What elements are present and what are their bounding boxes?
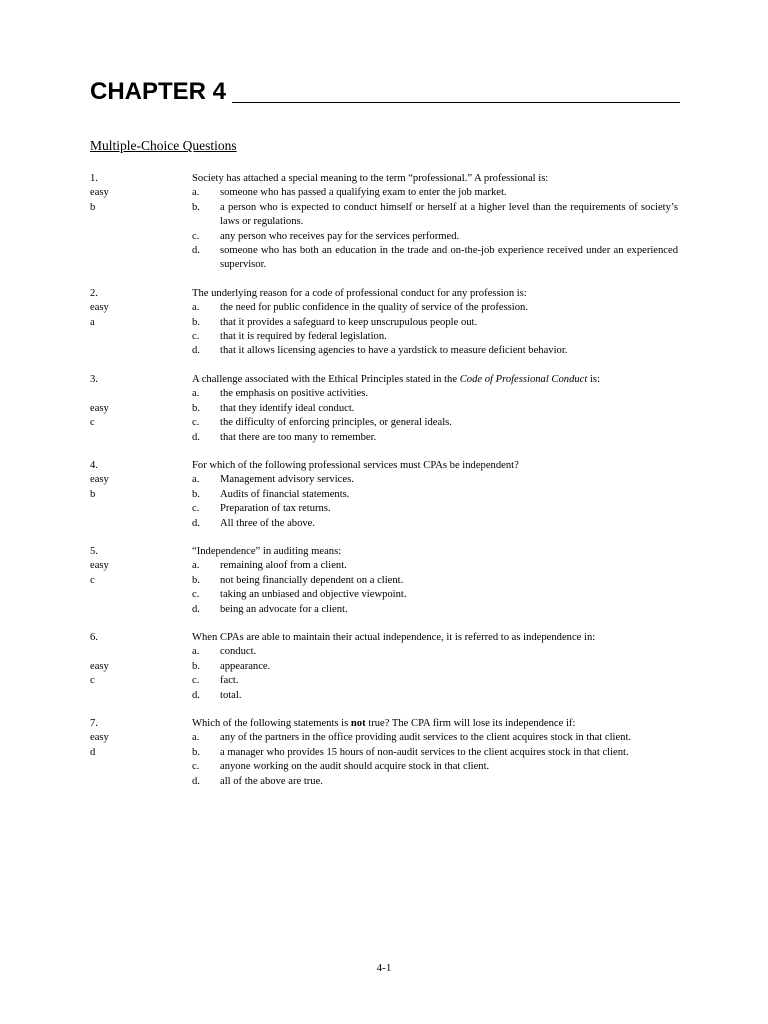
option-letter: d. <box>192 245 200 257</box>
question-difficulty: easy <box>90 402 109 414</box>
question-answer: d <box>90 746 96 758</box>
stem-emphasis: not <box>350 718 366 729</box>
option-letter: a. <box>192 187 200 199</box>
option-text: being an advocate for a client. <box>220 603 348 615</box>
question-stem: “Independence” in auditing means: <box>192 545 342 557</box>
meta-spacer <box>90 645 192 659</box>
question-number: 2. <box>90 287 98 299</box>
option-text: total. <box>220 689 242 701</box>
question-number: 5. <box>90 545 98 557</box>
option-text: the difficulty of enforcing principles, or general ideals. <box>220 417 452 429</box>
question-stem <box>192 717 678 731</box>
option-text: that it is required by federal legislation. <box>220 331 387 343</box>
option-letter: c. <box>192 331 200 343</box>
question-body <box>192 631 678 703</box>
chapter-heading <box>90 72 680 106</box>
question-meta <box>90 545 192 617</box>
answer-option <box>192 473 678 487</box>
answer-option <box>192 574 678 588</box>
option-letter: b. <box>192 488 200 500</box>
option-letter: c. <box>192 230 200 242</box>
question-7 <box>90 717 678 789</box>
question-number: 3. <box>90 373 98 385</box>
option-letter: d. <box>192 345 200 357</box>
option-letter: b. <box>192 201 200 213</box>
option-letter: d. <box>192 689 200 701</box>
option-text: that it allows licensing agencies to have a yardstick to measure deficient behavior. <box>220 345 568 357</box>
option-letter: d. <box>192 775 200 787</box>
question-difficulty: easy <box>90 560 109 572</box>
option-letter: b. <box>192 660 200 672</box>
option-letter: a. <box>192 474 200 486</box>
answer-option <box>192 760 678 774</box>
question-number: 7. <box>90 718 98 729</box>
question-5 <box>90 545 678 617</box>
answer-option <box>192 588 678 602</box>
question-number: 6. <box>90 631 98 643</box>
option-text: Management advisory services. <box>220 474 354 486</box>
option-letter: c. <box>192 503 200 515</box>
answer-option <box>192 344 678 358</box>
option-letter: b. <box>192 574 200 586</box>
question-difficulty: easy <box>90 732 109 744</box>
option-text: taking an unbiased and objective viewpoint. <box>220 589 407 601</box>
question-list <box>90 172 678 789</box>
question-answer: b <box>90 201 96 213</box>
option-text: all of the above are true. <box>220 775 323 787</box>
answer-option <box>192 603 678 617</box>
question-stem: For which of the following professional services must CPAs be independent? <box>192 459 519 471</box>
option-text: Preparation of tax returns. <box>220 503 331 515</box>
question-answer: b <box>90 488 96 500</box>
answer-option <box>192 502 678 516</box>
stem-text: A challenge associated with the Ethical Principles stated in the <box>192 373 460 385</box>
answer-option <box>192 431 678 445</box>
question-answer: c <box>90 417 95 429</box>
question-difficulty: easy <box>90 187 109 199</box>
option-text: that it provides a safeguard to keep unscrupulous people out. <box>220 316 478 328</box>
stem-italic-title: Code of Professional Conduct <box>459 373 588 385</box>
question-answer: c <box>90 675 95 687</box>
question-body <box>192 545 678 617</box>
answer-option <box>192 301 678 315</box>
option-text: someone who has both an education in the trade and on-the-job experience received under an experienced supervisor. <box>220 245 678 271</box>
answer-option <box>192 645 678 659</box>
answer-option <box>192 330 678 344</box>
answer-option <box>192 488 678 502</box>
answer-option <box>192 230 678 244</box>
option-text: the emphasis on positive activities. <box>220 388 368 400</box>
question-difficulty: easy <box>90 660 109 672</box>
question-body <box>192 373 678 445</box>
option-text: that there are too many to remember. <box>220 431 377 443</box>
option-text: Audits of financial statements. <box>220 488 350 500</box>
option-letter: b. <box>192 402 200 414</box>
question-body <box>192 172 678 273</box>
question-stem: When CPAs are able to maintain their actual independence, it is referred to as independence in: <box>192 631 596 643</box>
option-letter: d. <box>192 603 200 615</box>
option-text: not being financially dependent on a client. <box>220 574 404 586</box>
option-text: someone who has passed a qualifying exam to enter the job market. <box>220 187 507 199</box>
question-stem: Society has attached a special meaning to the term “professional.” A professional is: <box>192 173 549 184</box>
question-stem: The underlying reason for a code of professional conduct for any profession is: <box>192 287 527 299</box>
answer-option <box>192 416 678 430</box>
option-letter: c. <box>192 761 200 773</box>
option-letter: b. <box>192 746 200 758</box>
option-letter: c. <box>192 675 200 687</box>
question-body <box>192 459 678 531</box>
option-text: appearance. <box>220 660 271 672</box>
option-text: the need for public confidence in the quality of service of the profession. <box>220 302 528 314</box>
question-body <box>192 717 678 789</box>
question-body <box>192 287 678 359</box>
stem-text: Which of the following statements is <box>192 718 351 729</box>
option-text: conduct. <box>220 646 257 658</box>
chapter-title: CHAPTER 4 <box>90 78 227 105</box>
answer-option <box>192 674 678 688</box>
answer-option <box>192 244 678 273</box>
answer-option <box>192 559 678 573</box>
question-meta <box>90 287 192 359</box>
question-answer: a <box>90 316 95 328</box>
page-number: 4-1 <box>376 962 392 974</box>
answer-option <box>192 775 678 789</box>
section-title: Multiple-Choice Questions <box>90 138 237 153</box>
answer-option <box>192 186 678 200</box>
stem-text: is: <box>587 373 601 385</box>
option-letter: d. <box>192 431 200 443</box>
option-text: anyone working on the audit should acquire stock in that client. <box>220 761 490 773</box>
question-number: 1. <box>90 173 98 184</box>
question-meta <box>90 717 192 789</box>
option-text: any of the partners in the office providing audit services to the client acquires stock in that client. <box>220 732 632 744</box>
stem-text: true? The CPA firm will lose its independence if: <box>365 718 576 729</box>
option-letter: a. <box>192 560 200 572</box>
option-letter: a. <box>192 302 200 314</box>
answer-option <box>192 402 678 416</box>
question-3 <box>90 373 678 445</box>
question-meta <box>90 373 192 445</box>
answer-option <box>192 387 678 401</box>
option-letter: c. <box>192 589 200 601</box>
option-letter: b. <box>192 316 200 328</box>
question-number: 4. <box>90 459 98 471</box>
option-text: a person who is expected to conduct himself or herself at a higher level than the requirements of society’s laws or regulations. <box>220 201 678 228</box>
question-meta <box>90 172 192 273</box>
question-2 <box>90 287 678 359</box>
answer-option <box>192 660 678 674</box>
question-6 <box>90 631 678 703</box>
option-letter: c. <box>192 417 200 429</box>
option-letter: a. <box>192 646 200 658</box>
chapter-title-rule <box>232 102 680 103</box>
question-4 <box>90 459 678 531</box>
answer-option <box>192 316 678 330</box>
option-text: that they identify ideal conduct. <box>220 402 355 414</box>
answer-option <box>192 746 678 760</box>
question-meta <box>90 631 192 703</box>
option-text: any person who receives pay for the services performed. <box>220 230 460 242</box>
option-letter: a. <box>192 388 200 400</box>
option-letter: a. <box>192 732 200 744</box>
question-difficulty: easy <box>90 474 109 486</box>
answer-option <box>192 517 678 531</box>
question-meta <box>90 459 192 531</box>
answer-option <box>192 201 678 230</box>
answer-option <box>192 731 678 745</box>
question-stem <box>192 373 678 387</box>
answer-option <box>192 689 678 703</box>
option-text: fact. <box>220 675 239 687</box>
meta-spacer <box>90 387 192 401</box>
option-text: All three of the above. <box>220 517 316 529</box>
question-answer: c <box>90 574 95 586</box>
question-difficulty: easy <box>90 302 109 314</box>
option-text: a manager who provides 15 hours of non-audit services to the client acquires stock in that client. <box>220 746 629 758</box>
question-1 <box>90 172 678 273</box>
option-letter: d. <box>192 517 200 529</box>
option-text: remaining aloof from a client. <box>220 560 347 572</box>
